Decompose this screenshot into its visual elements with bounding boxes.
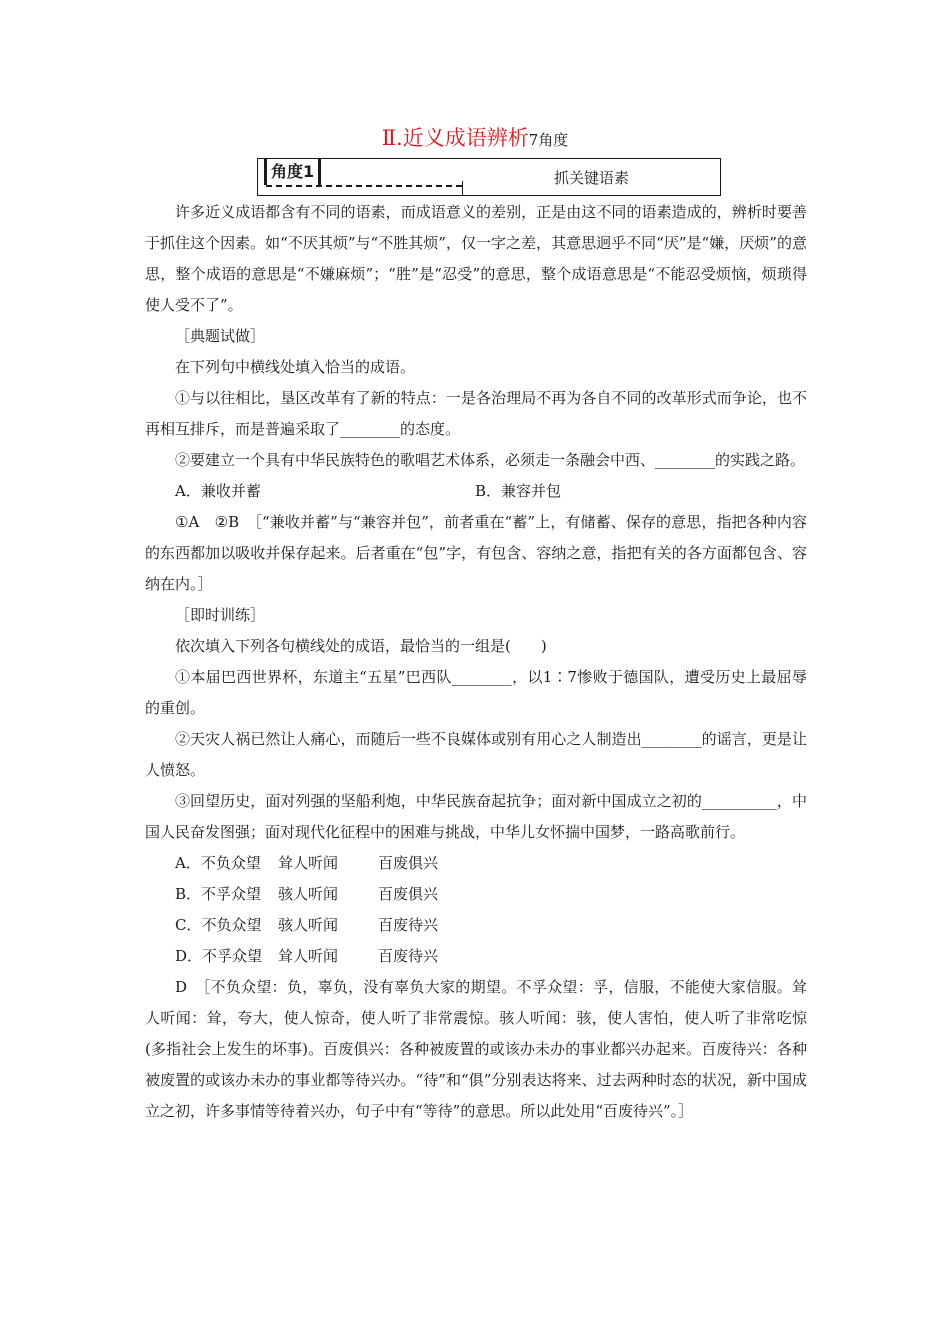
option-idiom-3: 百废待兴: [378, 916, 439, 934]
angle-dash-line: [266, 185, 462, 187]
example-answer: ①A ②B ［“兼收并蓄”与“兼容并包”，前者重在“蓄”上，有储蓄、保存的意思，指把各种内容的东西都加以吸收并保存起来。后者重在“包”字，有包含、容纳之意，指把有关的各方面都包含、容纳在内。］: [145, 513, 807, 593]
practice-instruction: 依次填入下列各句横线处的成语，最恰当的一组是( ): [175, 637, 547, 655]
example-question-1: ①与以往相比，垦区改革有了新的特点：一是各治理局不再为各自不同的改革形式而争论，也不再相互排斥，而是普遍采取了________的态度。: [145, 389, 807, 438]
option-idiom-2: 骇人听闻: [278, 916, 339, 934]
example-options: [145, 476, 807, 507]
practice-question-1: ①本届巴西世界杯，东道主“五星”巴西队________，以1∶7惨败于德国队，遭受历史上最屈辱的重创。: [145, 668, 807, 717]
angle-header-box: [257, 158, 721, 196]
practice-option-row: [145, 941, 807, 972]
practice-option-row: [145, 910, 807, 941]
example-instruction: 在下列句中横线处填入恰当的成语。: [175, 358, 416, 376]
example-heading: ［典题试做］: [175, 327, 266, 345]
option-idiom-3: 百废待兴: [378, 947, 439, 965]
option-idiom-3: 百废俱兴: [378, 885, 439, 903]
example-option-a: A．兼收并蓄: [175, 482, 261, 500]
option-idiom-1: B．不孚众望: [175, 885, 262, 903]
option-idiom-2: 骇人听闻: [278, 885, 339, 903]
example-question-2: ②要建立一个具有中华民族特色的歌唱艺术体系，必须走一条融会中西、________的实践之路。: [175, 451, 806, 469]
section-title: [0, 124, 950, 154]
option-idiom-1: C．不负众望: [175, 916, 262, 934]
section-title-suffix: 7角度: [528, 131, 569, 149]
practice-option-row: [145, 879, 807, 910]
option-idiom-2: 耸人听闻: [278, 947, 339, 965]
option-idiom-3: 百废俱兴: [378, 854, 439, 872]
intro-paragraph: 许多近义成语都含有不同的语素，而成语意义的差别，正是由这不同的语素造成的，辨析时要善于抓住这个因素。如“不厌其烦”与“不胜其烦”，仅一字之差，其意思迥乎不同“厌”是“嫌，厌烦”的意思，整个成语的意思是“不嫌麻烦”；“胜”是“忍受”的意思，整个成语意思是“不能忍受烦恼，烦琐得使人受不了”。: [145, 203, 807, 314]
document-body: [145, 197, 807, 1127]
angle-tag: 角度1: [264, 159, 321, 185]
option-idiom-1: A．不负众望: [175, 854, 261, 872]
practice-answer: D ［不负众望：负，辜负，没有辜负大家的期望。不孚众望：孚，信服，不能使大家信服。耸人听闻：耸，夸大，使人惊奇，使人听了非常震惊。骇人听闻：骇，使人害怕，使人听了非常吃惊(多指社会上发生的坏事)。百废俱兴：各种被废置的或该办未办的事业都兴办起来。百废待兴：各种被废置的或该办未办的事业都等待兴办。“待”和“俱”分别表达将来、过去两种时态的状况，新中国成立之初，许多事情等待着兴办，句子中有“等待”的意思。所以此处用“百废待兴”。］: [145, 978, 807, 1120]
option-idiom-1: D．不孚众望: [175, 947, 263, 965]
practice-question-2: ②天灾人祸已然让人痛心，而随后一些不良媒体或别有用心之人制造出________的谣言，更是让人愤怒。: [145, 730, 807, 779]
practice-question-3: ③回望历史，面对列强的坚船利炮，中华民族奋起抗争；面对新中国成立之初的__________，中国人民奋发图强；面对现代化征程中的困难与挑战，中华儿女怀揣中国梦，一路高歌前行。: [145, 792, 807, 841]
angle-label: 抓关键语素: [553, 169, 629, 187]
option-idiom-2: 耸人听闻: [278, 854, 339, 872]
example-option-b: B．兼容并包: [475, 482, 562, 500]
practice-option-row: [145, 848, 807, 879]
section-title-main: Ⅱ.近义成语辨析: [381, 126, 529, 150]
practice-heading: ［即时训练］: [175, 606, 266, 624]
